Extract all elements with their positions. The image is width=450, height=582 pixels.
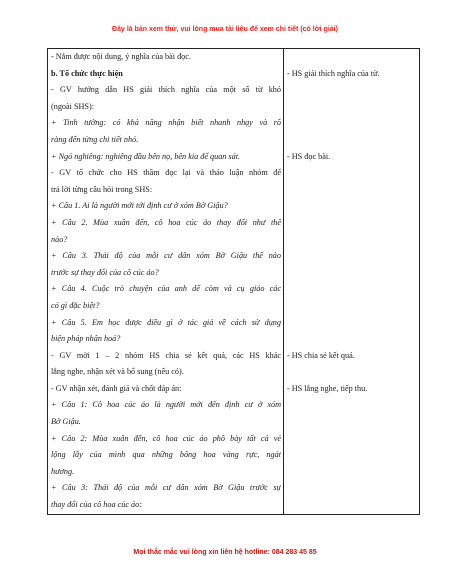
student-activity-line — [287, 480, 417, 497]
teacher-activity-line: + Câu 3. Thái độ của mỗi cư dân xóm Bờ Giậu thế nào — [51, 251, 281, 261]
teacher-activity-line: + Câu 5. Em học được điều gì ở tác giả về cách sử dụng — [51, 317, 281, 327]
student-activity-line — [287, 464, 417, 481]
student-activity-line — [287, 99, 417, 116]
student-activity-line — [287, 281, 417, 298]
teacher-activity-line: - Nắm được nội dung, ý nghĩa của bài đọc. — [51, 52, 191, 61]
teacher-activity-line: - GV mời 1 – 2 nhóm HS chia sẻ kết quả, các HS khác — [51, 350, 281, 360]
teacher-activity-line: - GV nhận xét, đánh giá và chốt đáp án: — [51, 383, 182, 393]
student-activity-line — [287, 315, 417, 332]
preview-notice-banner: Đây là bản xem thử, vui lòng mua tài liệu để xem chi tiết (có lời giải) — [112, 26, 338, 33]
teacher-activity-line: thay đổi của cô hoa cúc áo: — [51, 500, 142, 510]
student-activity-line — [287, 414, 417, 431]
teacher-activity-line: + Câu 2. Mùa xuân đến, cô hoa cúc áo thay đổi như thế — [51, 217, 281, 227]
student-activity-line — [287, 165, 417, 182]
student-activity-line — [287, 431, 417, 448]
student-activity-line — [287, 298, 417, 315]
teacher-activity-line: + Câu 4. Cuộc trò chuyện của anh dế còm và cụ giáo các — [51, 284, 281, 294]
student-activity-line: - HS lắng nghe, tiếp thu. — [287, 383, 368, 393]
hotline-banner: Mọi thắc mắc vui lòng xin liên hệ hotline: 084 283 45 85 — [133, 549, 317, 556]
student-activity-line — [287, 49, 417, 66]
teacher-activity-line: + Ngó nghiêng: nghiêng đầu bên nọ, bên kia để quan sát. — [51, 151, 241, 161]
teacher-activity-line: - GV hướng dẫn HS giải thích nghĩa của một số từ khó — [51, 85, 281, 95]
teacher-activity-line: b. Tổ chức thực hiện — [51, 68, 123, 78]
student-activity-line — [287, 182, 417, 199]
student-activity-line — [287, 82, 417, 99]
student-activity-line — [287, 232, 417, 249]
student-activity-line — [287, 115, 417, 132]
student-activity-line — [287, 132, 417, 149]
student-activity-line — [287, 447, 417, 464]
teacher-activity-cell — [48, 49, 284, 515]
student-activity-line — [287, 248, 417, 265]
teacher-activity-line: (ngoài SHS): — [51, 101, 94, 111]
teacher-activity-line: ràng đến từng chi tiết nhỏ. — [51, 134, 139, 144]
lesson-table — [47, 48, 420, 515]
teacher-activity-line: có gì đặc biệt? — [51, 300, 100, 310]
teacher-activity-line: lắng nghe, nhận xét và bổ sung (nếu có). — [51, 367, 184, 377]
teacher-activity-line: + Câu 3: Thái độ của mỗi cư dân xóm Bờ Giậu trước sự — [51, 483, 281, 493]
teacher-activity-line: + Câu 1. Ai là người mới tới định cư ở xóm Bờ Giậu? — [51, 201, 228, 211]
student-activity-line: - HS giải thích nghĩa của từ. — [287, 68, 380, 78]
student-activity-line — [287, 497, 417, 514]
teacher-activity-line: + Câu 2: Mùa xuân đến, cô hoa cúc áo phô bày tất cả vẻ — [51, 433, 281, 443]
student-activity-line — [287, 331, 417, 348]
student-activity-line: - HS đọc bài. — [287, 151, 331, 161]
teacher-activity-line: + Câu 1: Cô hoa cúc áo là người mới đến định cư ở xóm — [51, 400, 281, 410]
student-activity-line — [287, 198, 417, 215]
student-activity-line: - HS chia sẻ kết quả. — [287, 350, 355, 360]
student-activity-line — [287, 397, 417, 414]
student-activity-line — [287, 265, 417, 282]
teacher-activity-line: lộng lẫy của mình qua những bông hoa vàng rực, ngát — [51, 450, 281, 460]
teacher-activity-line: - GV tổ chức cho HS thầm đọc lại và thảo luận nhóm để — [51, 168, 281, 178]
teacher-activity-line: biện pháp nhân hoá? — [51, 334, 121, 344]
table-row — [48, 49, 420, 515]
teacher-activity-line: hương. — [51, 466, 75, 476]
student-activity-line — [287, 215, 417, 232]
student-activity-line — [287, 364, 417, 381]
teacher-activity-line: nào? — [51, 234, 68, 244]
teacher-activity-line: + Tinh tường: có khả năng nhận biết nhanh nhạy và rõ — [51, 118, 281, 128]
teacher-activity-line: Bờ Giậu. — [51, 417, 81, 427]
teacher-activity-line: trả lời từng câu hỏi trong SHS: — [51, 184, 153, 194]
teacher-activity-line: trước sự thay đổi của cô cúc áo? — [51, 267, 159, 277]
student-activity-cell — [284, 49, 420, 515]
